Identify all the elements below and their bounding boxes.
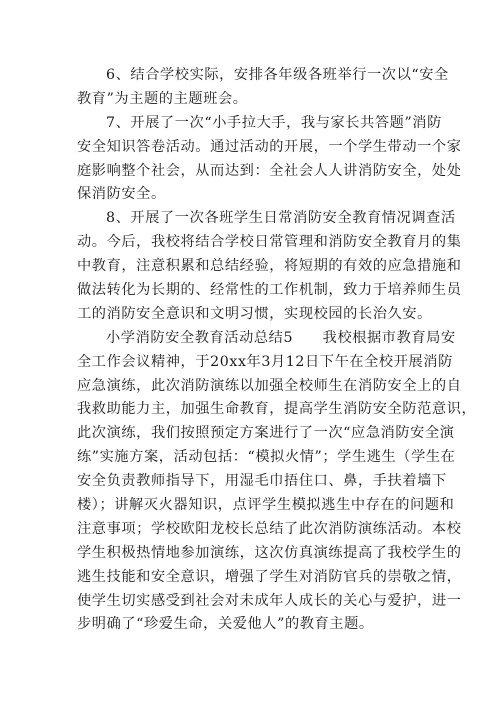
text-line: 安全知识答卷活动。通过活动的开展，一个学生带动一个家 [77,138,462,155]
text-line: 使学生切实感受到社会对未成年人成长的关心与爱护，进一 [77,592,462,609]
text-line: 应急演练，此次消防演练以加强全校师生在消防安全上的自 [77,377,462,394]
text-line: 8、开展了一次各班学生日常消防安全教育情况调查活 [106,210,456,227]
text-line: 工的消防安全意识和文明习惯，实现校园的长治久安。 [77,305,432,322]
text-line: 我救助能力主，加强生命教育，提高学生消防安全防范意识， [77,401,477,418]
document-body [77,64,477,637]
text-line: 做法转化为长期的、经常性的工作机制，致力于培养师生员 [77,282,462,299]
text-line: 安全负责教师指导下，用湿毛巾捂住口、鼻，手扶着墙下 [77,473,447,490]
text-line: 6、结合学校实际，安排各年级各班举行一次以“安全 [106,67,449,83]
text-line: 小学消防安全教育活动总结5 我校根据市教育局安 [106,329,456,346]
text-line: 全工作会议精神，于20xx年3月12日下午在全校开展消防 [77,353,453,370]
text-line: 保消防安全。 [77,186,166,203]
text-line: 教育”为主题的主题班会。 [77,90,248,107]
text-line: 练”实施方案，活动包括：“模拟火情”；学生逃生（学生在 [77,449,456,466]
text-line: 注意事项；学校欧阳龙校长总结了此次消防演练活动。本校 [77,520,462,537]
text-line: 中教育，注意积累和总结经验，将短期的有效的应急措施和 [77,258,462,275]
text-line: 楼）；讲解灭火器知识，点评学生模拟逃生中存在的问题和 [77,497,455,514]
text-line: 逃生技能和安全意识，增强了学生对消防官兵的崇敬之情， [77,568,462,585]
text-line: 庭影响整个社会，从而达到：全社会人人讲消防安全，处处 [77,162,462,179]
text-line: 步明确了“珍爱生命，关爱他人”的教育主题。 [77,616,374,633]
text-line: 7、开展了一次“小手拉大手，我与家长共答题”消防 [106,114,442,131]
text-line: 此次演练，我们按照预定方案进行了一次“应急消防安全演 [77,425,455,442]
text-line: 动。今后，我校将结合学校日常管理和消防安全教育月的集 [77,234,462,251]
text-line: 学生积极热情地参加演练，这次仿真演练提高了我校学生的 [77,544,462,561]
